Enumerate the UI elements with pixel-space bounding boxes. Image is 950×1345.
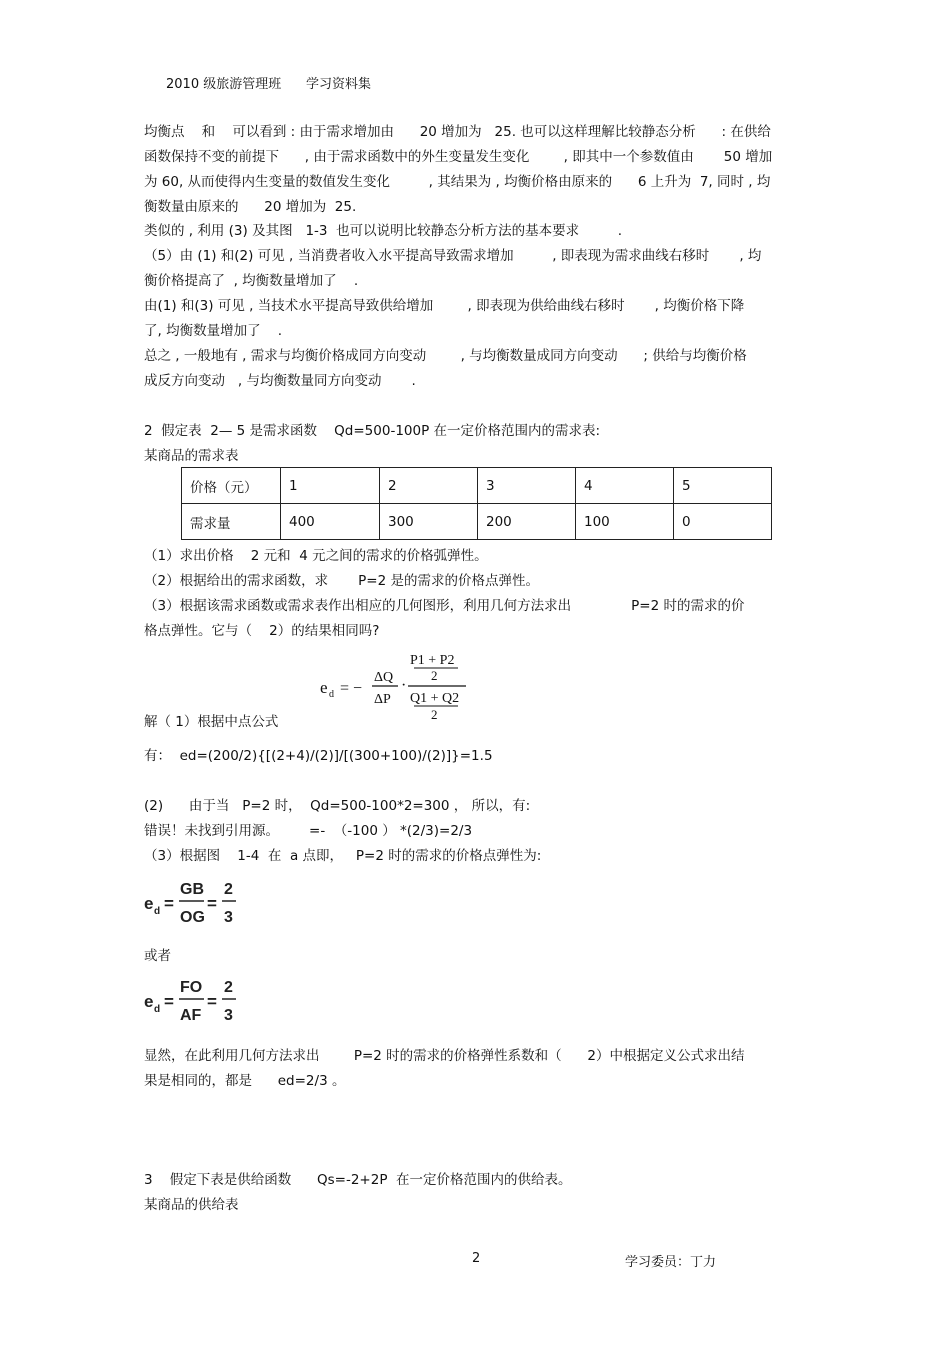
formula-e: e [144, 894, 154, 913]
formula-eq: = [207, 992, 217, 1011]
formula-eq: = [207, 894, 217, 913]
formula-sub: d [329, 689, 334, 700]
table-cell: 0 [674, 504, 772, 540]
formula-num: 2 [224, 979, 233, 996]
formula-eq: = [164, 992, 174, 1011]
formula-sub: d [154, 906, 161, 917]
formula-eq: = [164, 894, 174, 913]
fo-af-formula [142, 972, 252, 1030]
body-line: 由(1) 和(3) 可见 , 当技术水平提高导致供给增加 , 即表现为供给曲线右移时 , 均衡价格下降 [144, 298, 745, 314]
sub-question-3-cont: 格点弹性。它与（ 2）的结果相同吗? [144, 623, 380, 639]
solution-2-line: 错误！未找到引用源。 =- （-100 ） *(2/3)=2/3 [144, 823, 473, 839]
formula-p: P1 + P2 [410, 653, 455, 668]
table-cell: 2 [380, 468, 478, 504]
solution-1-intro: 解（ 1）根据中点公式 [144, 714, 279, 730]
body-line: 成反方向变动 , 与均衡数量同方向变动 . [144, 373, 416, 389]
body-line: 衡数量由原来的 20 增加为 25. [144, 199, 357, 215]
table-row [182, 504, 772, 540]
or-text: 或者 [144, 948, 171, 964]
gb-og-formula [142, 874, 252, 932]
formula-dp: ΔP [374, 692, 391, 707]
body-line: （5）由 (1) 和(2) 可见 , 当消费者收入水平提高导致需求增加 , 即表现为需求曲线右移时 , 均 [144, 248, 762, 264]
table-cell: 200 [478, 504, 576, 540]
formula-eq: = − [340, 680, 363, 697]
conclusion-line: 显然，在此利用几何方法求出 P=2 时的需求的价格弹性系数和（ 2）中根据定义公式求出结 [144, 1048, 745, 1064]
formula-num: GB [180, 881, 204, 898]
formula-sub: d [154, 1004, 161, 1015]
footer-committee: 学习委员：丁力 [625, 1255, 717, 1270]
solution-3-intro: （3）根据图 1-4 在 a 点即， P=2 时的需求的价格点弹性为: [144, 848, 542, 864]
formula-den: 3 [224, 909, 233, 926]
table-caption: 某商品的需求表 [144, 448, 239, 464]
table-cell: 400 [281, 504, 380, 540]
body-line: 为 60, 从而使得内生变量的数值发生变化 , 其结果为 , 均衡价格由原来的 6 上升为 7, 同时 , 均 [144, 174, 771, 190]
formula-num: FO [180, 979, 203, 996]
table-cell: 100 [576, 504, 674, 540]
sub-question-1: （1）求出价格 2 元和 4 元之间的需求的价格弧弹性。 [144, 548, 488, 564]
table-cell: 需求量 [182, 504, 281, 540]
sub-question-2: （2）根据给出的需求函数，求 P=2 是的需求的价格点弹性。 [144, 573, 539, 589]
table-cell: 4 [576, 468, 674, 504]
conclusion-line: 果是相同的，都是 ed=2/3 。 [144, 1073, 346, 1089]
formula-den: OG [180, 909, 205, 926]
formula-den: 3 [224, 1007, 233, 1024]
question-2-title: 2 假定表 2— 5 是需求函数 Qd=500-100P 在一定价格范围内的需求表: [144, 423, 601, 439]
midpoint-formula [318, 648, 478, 726]
table-cell: 1 [281, 468, 380, 504]
formula-two: 2 [431, 707, 438, 722]
body-line: 均衡点 和 可以看到 : 由于需求增加由 20 增加为 25. 也可以这样理解比较静态分析 : 在供给 [144, 124, 771, 140]
body-line: 函数保持不变的前提下 , 由于需求函数中的外生变量发生变化 , 即其中一个参数值由 50 增加 [144, 149, 773, 165]
formula-den: AF [180, 1007, 202, 1024]
formula-two: 2 [431, 668, 438, 683]
body-line: 衡价格提高了 , 均衡数量增加了 . [144, 273, 359, 289]
formula-q: Q1 + Q2 [410, 691, 460, 706]
body-line: 总之 , 一般地有 , 需求与均衡价格成同方向变动 , 与均衡数量成同方向变动 ; 供给与均衡价格 [144, 348, 747, 364]
demand-table [181, 467, 772, 540]
formula-dot: · [401, 677, 407, 694]
sub-question-3: （3）根据该需求函数或需求表作出相应的几何图形，利用几何方法求出 P=2 时的需求的价 [144, 598, 745, 614]
page-number: 2 [472, 1251, 481, 1266]
table-cell: 300 [380, 504, 478, 540]
table-cell: 价格（元） [182, 468, 281, 504]
question-3-title: 3 假定下表是供给函数 Qs=-2+2P 在一定价格范围内的供给表。 [144, 1172, 572, 1188]
solution-2-line: (2) 由于当 P=2 时， Qd=500-100*2=300 ， 所以，有: [144, 798, 531, 814]
page-header: 2010 级旅游管理班 学习资料集 [166, 77, 372, 92]
formula-num: 2 [224, 881, 233, 898]
solution-1-result: 有： ed=(200/2){[(2+4)/(2)]/[(300+100)/(2)]}=1.5 [144, 748, 493, 764]
table-cell: 5 [674, 468, 772, 504]
table-row [182, 468, 772, 504]
body-line: 了, 均衡数量增加了 . [144, 323, 283, 339]
formula-e: e [144, 992, 154, 1011]
formula-dq: ΔQ [374, 670, 394, 685]
body-line: 类似的 , 利用 (3) 及其图 1-3 也可以说明比较静态分析方法的基本要求 . [144, 223, 622, 239]
table-cell: 3 [478, 468, 576, 504]
formula-e: e [320, 678, 328, 697]
question-3-caption: 某商品的供给表 [144, 1197, 239, 1213]
